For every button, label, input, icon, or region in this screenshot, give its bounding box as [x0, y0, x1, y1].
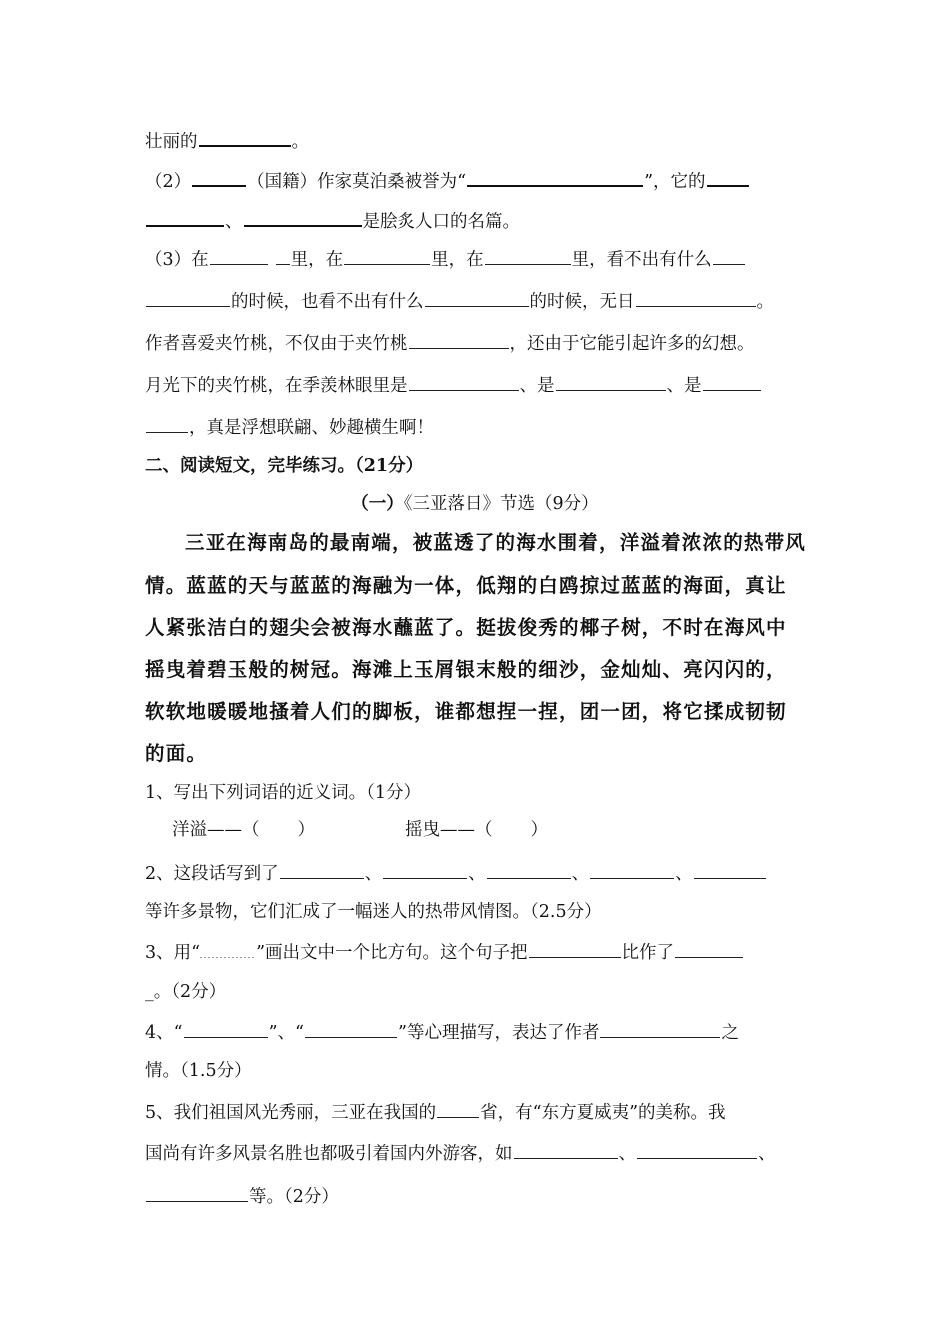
blank[interactable] — [146, 288, 230, 307]
text: 3、用“ — [145, 943, 201, 963]
question-3-cont: _。（2分） — [145, 982, 227, 1002]
blank[interactable] — [280, 860, 364, 879]
text: 。 — [756, 292, 774, 312]
blank[interactable] — [199, 127, 291, 147]
text: ） — [297, 820, 315, 840]
blank[interactable] — [192, 167, 246, 187]
text: 、 — [225, 212, 243, 232]
blank[interactable] — [467, 167, 643, 187]
text: 、 — [758, 1144, 776, 1164]
question-1: 1、写出下列词语的近义词。（1分） — [145, 783, 422, 803]
blank[interactable] — [487, 860, 571, 879]
text: 、是 — [666, 376, 702, 396]
blank[interactable] — [675, 939, 743, 958]
blank[interactable] — [146, 414, 188, 433]
blank[interactable] — [514, 1140, 618, 1159]
blank[interactable] — [244, 207, 362, 227]
text: ”、“ — [268, 1023, 304, 1043]
blank[interactable] — [383, 860, 467, 879]
wavy-underline-sample — [200, 940, 256, 958]
passage-line: 的面。 — [145, 742, 208, 765]
text: 的时候，也看不出有什么 — [231, 292, 424, 312]
text: 。 — [291, 132, 309, 152]
blank[interactable] — [184, 1019, 268, 1038]
text: ） — [530, 820, 548, 840]
passage-line: 摇曳着碧玉般的树冠。海滩上玉屑银末般的细沙，金灿灿、亮闪闪的， — [145, 658, 787, 681]
blank[interactable] — [276, 246, 290, 265]
blank[interactable] — [344, 246, 430, 265]
line-1 — [145, 127, 815, 154]
blank[interactable] — [485, 246, 571, 265]
text: 里，在 — [290, 250, 344, 270]
text: 2、这段话写到了 — [145, 864, 279, 884]
blank[interactable] — [703, 372, 761, 391]
question-5 — [145, 1099, 815, 1125]
question-3 — [145, 939, 815, 965]
blank[interactable] — [409, 330, 509, 349]
text: 国尚有许多风景名胜也都吸引着国内外游客，如 — [145, 1144, 513, 1164]
line-6 — [145, 330, 815, 356]
blank[interactable] — [556, 372, 666, 391]
text: 、 — [618, 1144, 636, 1164]
text: ”等心理描写，表达了作者 — [398, 1023, 600, 1043]
text: 比作了 — [621, 943, 675, 963]
text: 、是 — [519, 376, 555, 396]
text: 省，有“东方夏威夷”的美称。我 — [480, 1103, 726, 1123]
blank[interactable] — [146, 207, 224, 227]
question-4-cont: 情。（1.5分） — [145, 1061, 252, 1081]
blank[interactable] — [637, 1140, 757, 1159]
blank[interactable] — [590, 860, 674, 879]
blank[interactable] — [636, 288, 756, 307]
subsection-number: （一） — [351, 494, 404, 514]
passage-line: 软软地暖暖地搔着人们的脚板，谁都想捏一捏，团一团，将它揉成韧韧 — [145, 700, 787, 723]
blank[interactable] — [713, 246, 745, 265]
section-heading: 二、阅读短文，完毕练习。（21分） — [145, 456, 424, 476]
blank[interactable] — [409, 372, 519, 391]
blank[interactable] — [305, 1019, 397, 1038]
subsection-name: 《三亚落日》节选（9分） — [403, 494, 599, 514]
blank[interactable] — [437, 1099, 479, 1118]
line-2 — [145, 167, 815, 194]
blank[interactable] — [694, 860, 766, 879]
line-5 — [145, 288, 815, 314]
synonym-prompt: 摇曳——（ — [405, 820, 493, 840]
question-5-cont — [145, 1140, 815, 1166]
text: 壮丽的 — [145, 132, 198, 152]
blank[interactable] — [707, 167, 749, 187]
text: 里，在 — [431, 250, 484, 270]
text: 作者喜爱夹竹桃，不仅由于夹竹桃 — [145, 334, 408, 354]
question-1-answers — [172, 818, 842, 842]
text: 的时候，无日 — [529, 292, 635, 312]
text: 月光下的夹竹桃，在季羡林眼里是 — [145, 376, 408, 396]
text: （3）在 — [145, 250, 209, 270]
blank[interactable] — [146, 1183, 248, 1202]
passage-line: 三亚在海南岛的最南端，被蓝透了的海水围着，洋溢着浓浓的热带风 — [185, 531, 807, 554]
line-3 — [145, 207, 815, 234]
text: 、 — [364, 864, 383, 884]
text: 、 — [675, 864, 693, 884]
line-4 — [145, 246, 815, 272]
text: 4、“ — [145, 1023, 183, 1043]
text: 等。（2分） — [249, 1187, 339, 1207]
question-2 — [145, 860, 815, 886]
passage-line: 人紧张洁白的翅尖会被海水蘸蓝了。挺拔俊秀的椰子树，不时在海风中 — [145, 616, 787, 639]
text: ，真是浮想联翩、妙趣横生啊！ — [189, 418, 434, 438]
question-2-cont: 等许多景物，它们汇成了一幅迷人的热带风情图。（2.5分） — [145, 902, 602, 922]
text: 之 — [721, 1023, 739, 1043]
text: ”，它的 — [644, 172, 706, 192]
synonym-prompt: 洋溢——（ — [172, 820, 260, 840]
text: ”画出文中一个比方句。这个句子把 — [256, 943, 528, 963]
question-5-end — [145, 1183, 815, 1209]
blank[interactable] — [529, 939, 621, 958]
passage-line: 情。蓝蓝的天与蓝蓝的海融为一体，低翔的白鸥掠过蓝蓝的海面，真让 — [145, 574, 787, 597]
text: （国籍）作家莫泊桑被誉为“ — [247, 172, 467, 192]
blank[interactable] — [425, 288, 529, 307]
subsection-title — [0, 492, 950, 516]
text: （2） — [145, 172, 192, 192]
text: 5、我们祖国风光秀丽，三亚在我国的 — [145, 1103, 437, 1123]
text: ，还由于它能引起许多的幻想。 — [509, 334, 755, 354]
blank[interactable] — [600, 1019, 720, 1038]
text: 、 — [571, 864, 590, 884]
line-8 — [145, 414, 815, 440]
text: 是脍炙人口的名篇。 — [362, 212, 520, 232]
text: 、 — [468, 864, 486, 884]
question-4 — [145, 1019, 815, 1045]
line-7 — [145, 372, 815, 398]
text: 里，看不出有什么 — [571, 250, 712, 270]
blank[interactable] — [210, 246, 268, 265]
